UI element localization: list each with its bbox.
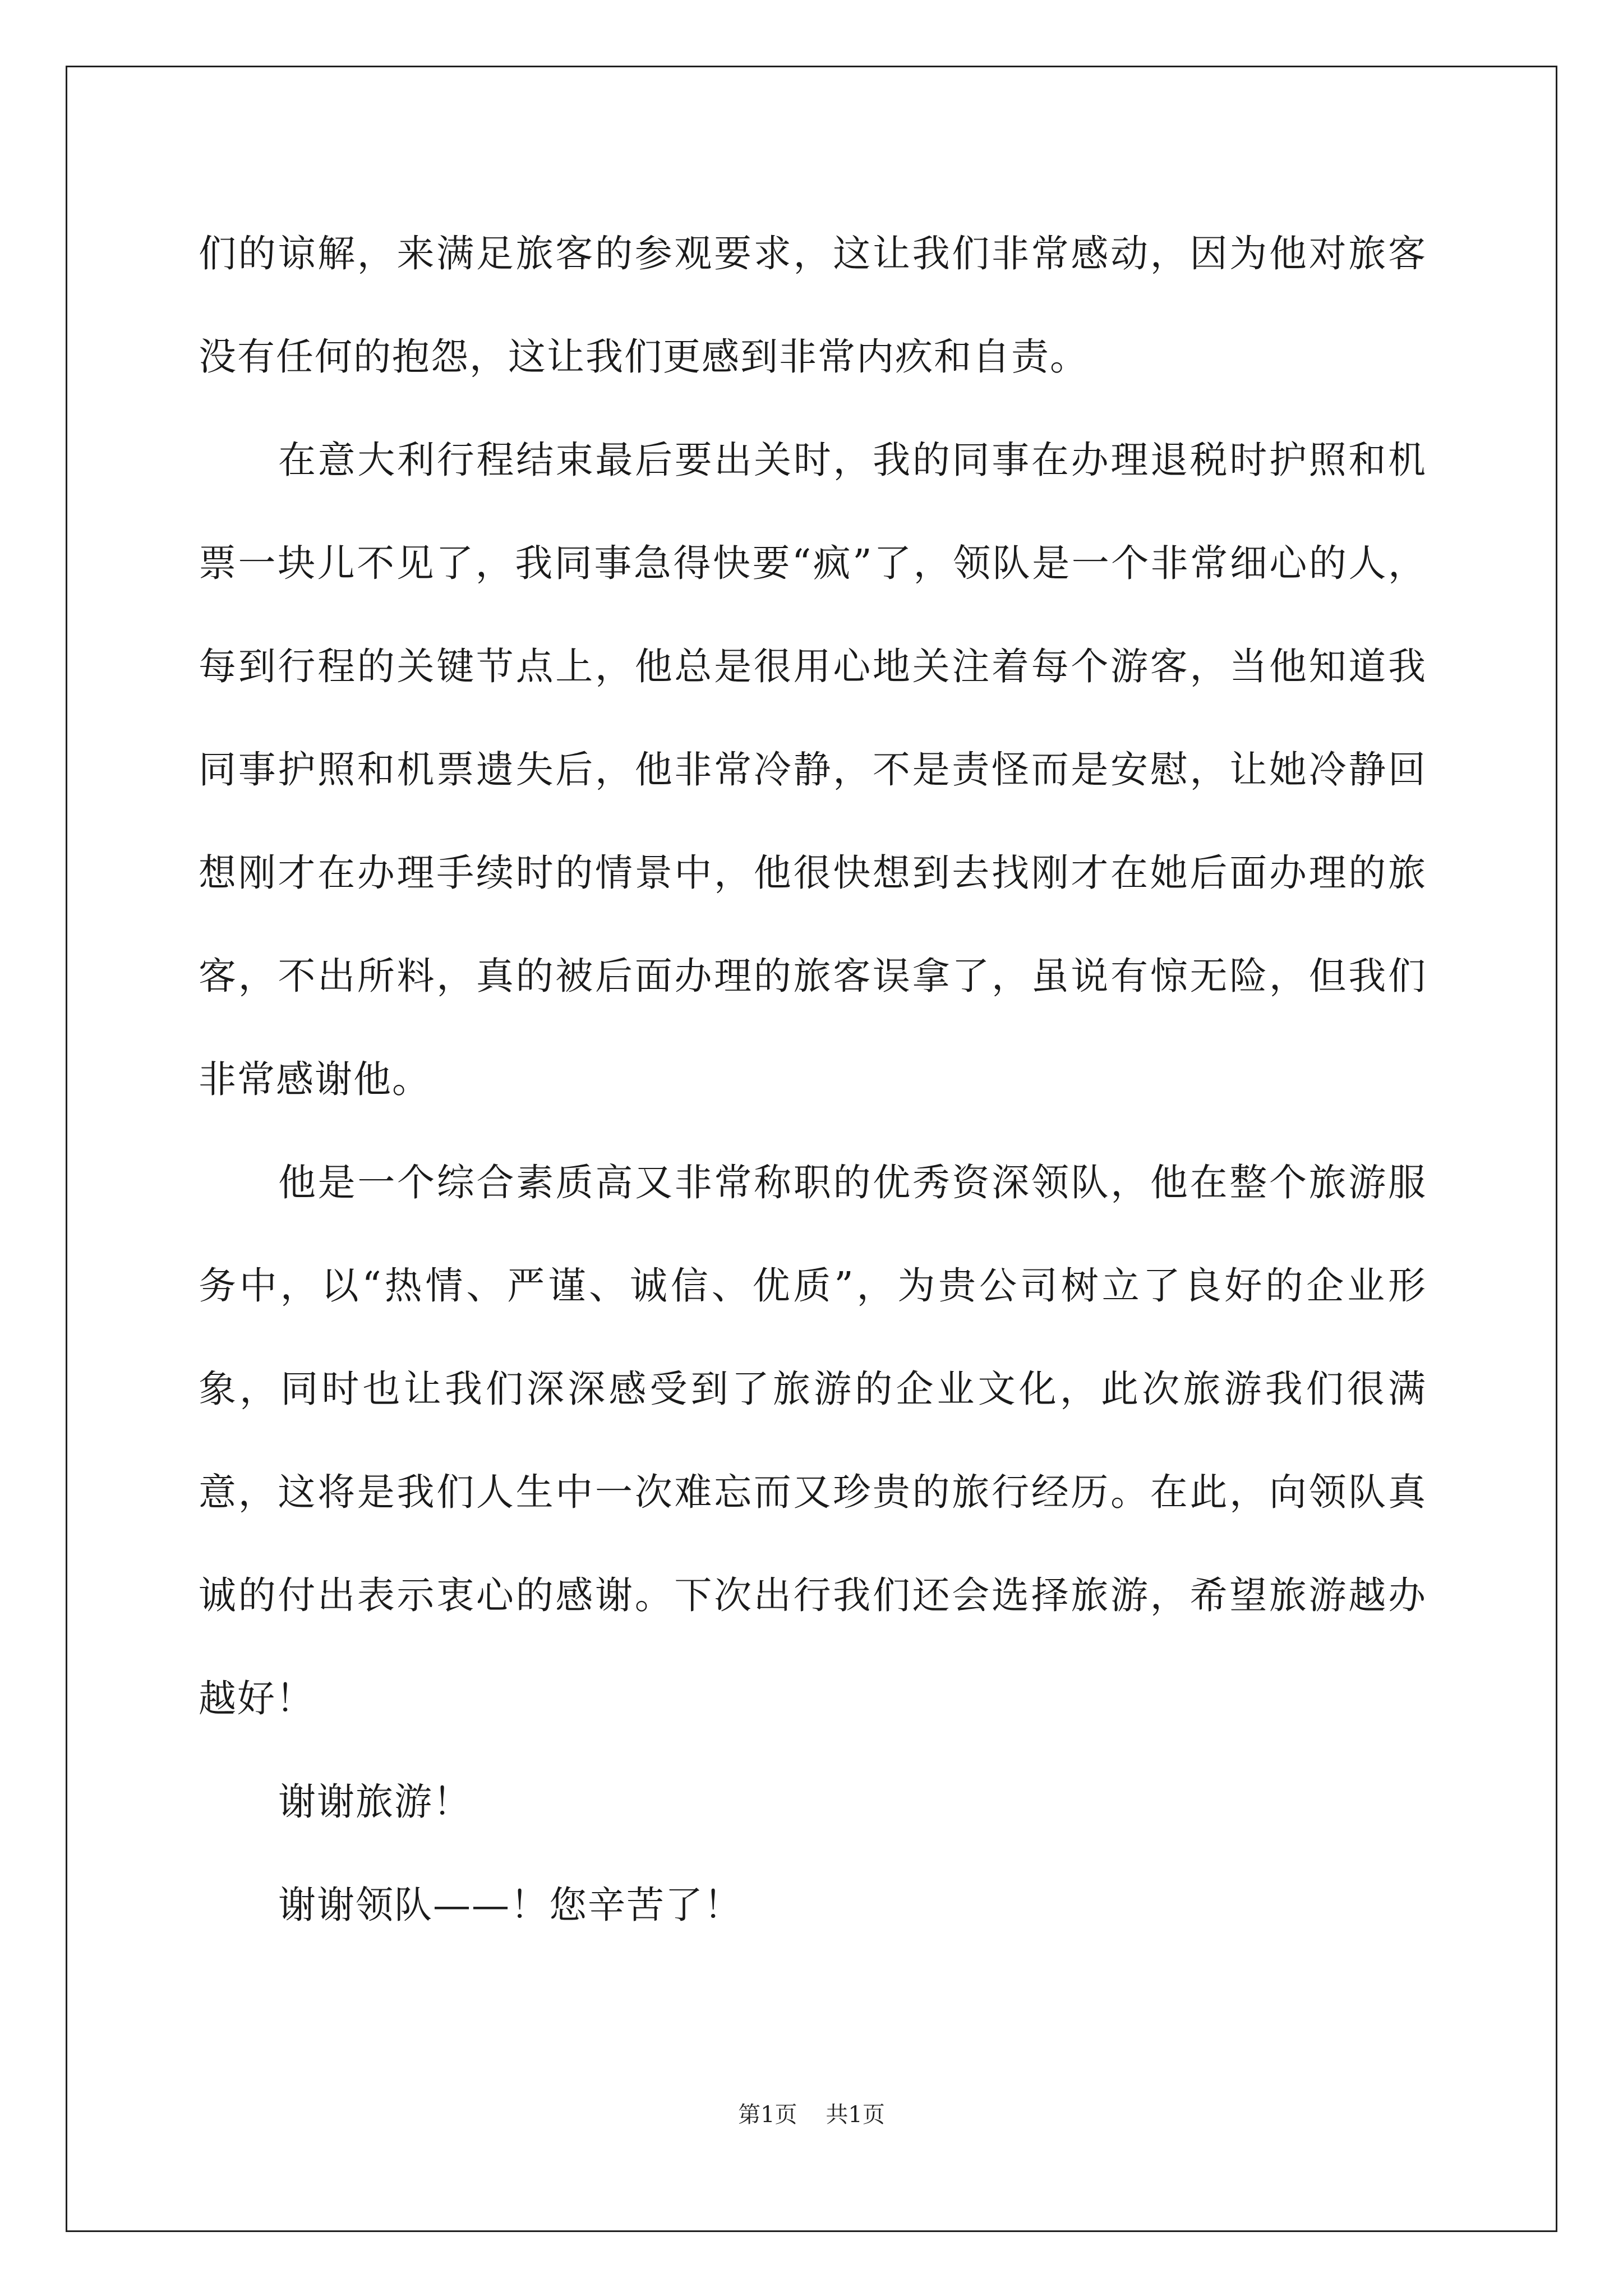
paragraph-thanks-travel: 谢谢旅游！ (278, 1780, 472, 1824)
paragraph-praise: 他是一个综合素质高又非常称职的优秀资深领队，他在整个旅游服务中，以“热情、严谨、诚信、优质”，为贵公司树立了良好的企业形象，同时也让我们深深感受到了旅游的企业文化，此次旅游我们很满意，这将是我们人生中一次难忘而又珍贵的旅行经历。在此，向领队真诚的付出表示衷心的感谢。下次出行我们还会选择旅游，希望旅游越办越好！ (199, 1161, 1427, 1720)
document-body (199, 202, 1427, 1957)
paragraph-continuation: 们的谅解，来满足旅客的参观要求，这让我们非常感动，因为他对旅客没有任何的抱怨，这让我们更感到非常内疚和自责。 (199, 232, 1427, 379)
page-footer (0, 2101, 1623, 2129)
page-total: 共1页 (826, 2102, 885, 2128)
paragraph-thanks-leader: 谢谢领队——！您辛苦了！ (278, 1883, 743, 1927)
paragraph-lost-passport: 在意大利行程结束最后要出关时，我的同事在办理退税时护照和机票一块儿不见了，我同事急得快要“疯”了，领队是一个非常细心的人，每到行程的关键节点上，他总是很用心地关注着每个游客，当他知道我同事护照和机票遗失后，他非常冷静，不是责怪而是安慰，让她冷静回想刚才在办理手续时的情景中，他很快想到去找刚才在她后面办理的旅客，不出所料，真的被后面办理的旅客误拿了，虽说有惊无险，但我们非常感谢他。 (199, 438, 1427, 1101)
page-number: 第1页 (738, 2102, 797, 2128)
